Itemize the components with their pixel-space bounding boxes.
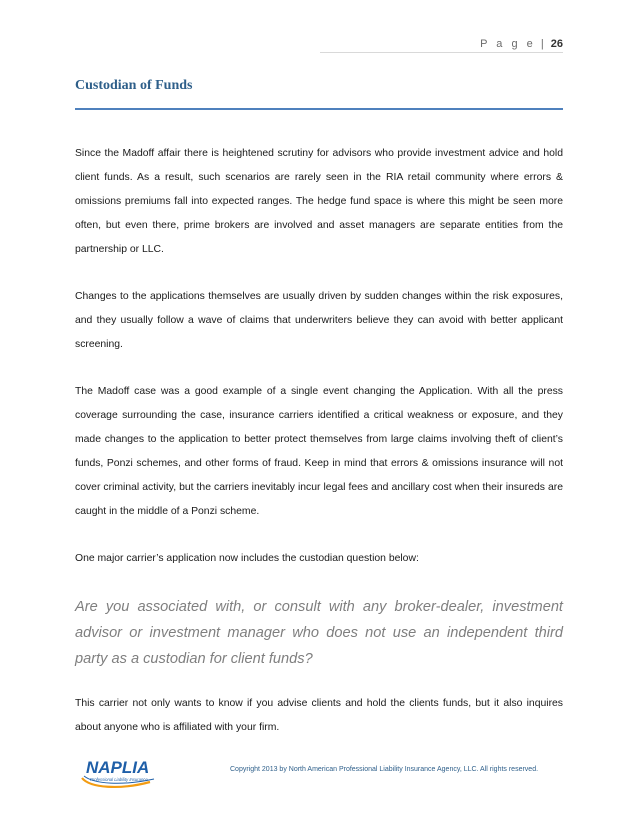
body-text xyxy=(75,142,563,763)
title-divider xyxy=(75,108,563,110)
paragraph: Changes to the applications themselves are usually driven by sudden changes within the risk exposures, and they usually follow a wave of claims that underwriters believe they can avoid with better applicant screening. xyxy=(75,291,563,350)
paragraph: The Madoff case was a good example of a single event changing the Application. With all the press coverage surrounding the case, insurance carriers identified a critical weakness or exposure, and they made changes to the application to better protect themselves from large claims involving theft of client’s funds, Ponzi schemes, and other forms of fraud. Keep in mind that errors & omissions insurance will not cover criminal activity, but the carriers inevitably incur legal fees and ancillary cost when their insureds are caught in the middle of a Ponzi scheme. xyxy=(75,386,563,517)
page-header xyxy=(480,38,563,50)
paragraph: One major carrier’s application now includes the custodian question below: xyxy=(75,553,419,564)
logo-wordmark: NAPLIA xyxy=(86,758,150,777)
custodian-question-quote: Are you associated with, or consult with any broker-dealer, investment advisor or investment manager who does not use an independent third party as a custodian for client funds? xyxy=(75,599,563,667)
page-label: P a g e xyxy=(480,38,536,50)
footer-copyright: Copyright 2013 by North American Professional Liability Insurance Agency, LLC. All rights reserved. xyxy=(230,766,539,773)
naplia-logo xyxy=(80,754,164,790)
logo-tagline: Professional Liability Insurance xyxy=(90,777,148,782)
closing-paragraph: This carrier not only wants to know if you advise clients and hold the clients funds, but it also inquires about anyone who is affiliated with your firm. xyxy=(75,698,563,733)
header-divider xyxy=(320,52,563,53)
paragraph: Since the Madoff affair there is heightened scrutiny for advisors who provide investment advice and hold client funds. As a result, such scenarios are rarely seen in the RIA retail community where errors & omissions premiums fall into expected ranges. The hedge fund space is where this might be seen more often, but even there, prime brokers are involved and asset managers are separate entities from the partnership or LLC. xyxy=(75,148,563,255)
page-number: 26 xyxy=(550,38,563,50)
page-separator: | xyxy=(540,38,544,50)
section-title: Custodian of Funds xyxy=(75,78,193,93)
